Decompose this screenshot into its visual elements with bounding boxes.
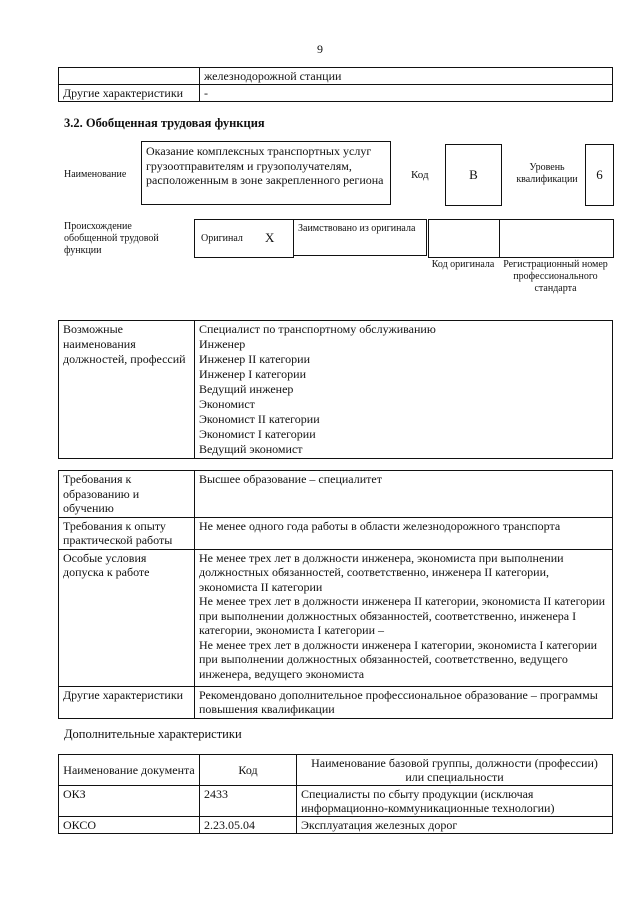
table-row	[59, 68, 613, 85]
origin-code-cell	[428, 219, 500, 258]
table-cell-label: Другие характеристики	[59, 85, 200, 102]
table-row	[59, 686, 613, 718]
origin-original-label: Оригинал	[201, 233, 243, 244]
origin-label: Происхождение обобщенной трудовой функции	[64, 221, 159, 256]
list-item: Инженер II категории	[199, 352, 310, 366]
table-cell: 2.23.05.04	[200, 817, 297, 834]
list-item: Специалист по транспортному обслуживанию	[199, 322, 436, 336]
req-experience-label: Требования к опыту практической работы	[59, 517, 195, 549]
req-other-value: Рекомендовано дополнительное профессиональное образование – программы повышения квалификации	[195, 686, 613, 718]
table-cell-label	[59, 68, 200, 85]
origin-borrowed-cell: Заимствовано из оригинала	[293, 219, 427, 256]
req-education-value: Высшее образование – специалитет	[195, 471, 613, 518]
list-item: Ведущий экономист	[199, 442, 303, 456]
req-conditions-value: Не менее трех лет в должности инженера, экономиста при выполнении должностных обязанностей, соответственно, инженера II категории, экономиста II категории Не менее трех лет в должности инженера II категории, экономиста II категории при выполнении должностных обязанностей, соответственно, инженера I категории, экономиста I категории – Не менее трех лет в должности инженера I категории, экономиста I категории при выполнении должностных обязанностей, соответственно, ведущего инженера, ведущего экономиста	[195, 549, 613, 686]
origin-reg-cell	[499, 219, 614, 258]
table-cell: Эксплуатация железных дорог	[297, 817, 613, 834]
list-item: Инженер I категории	[199, 367, 306, 381]
table-cell: Специалисты по сбыту продукции (исключая информационно-коммуникационные технологии)	[297, 786, 613, 817]
req-education-label: Требования к образованию и обучению	[59, 471, 195, 518]
roles-list	[195, 321, 613, 459]
list-item: Экономист I категории	[199, 427, 316, 441]
column-header: Наименование документа	[59, 755, 200, 786]
table-cell: ОКСО	[59, 817, 200, 834]
origin-original-cell	[194, 219, 294, 258]
list-item: Экономист	[199, 397, 255, 411]
roles-label: Возможные наименования должностей, профессий	[59, 321, 195, 459]
requirements-table	[58, 470, 613, 719]
table-row	[59, 786, 613, 817]
additional-table	[58, 754, 613, 834]
table-row	[59, 817, 613, 834]
list-item: Инженер	[199, 337, 246, 351]
roles-table	[58, 320, 613, 459]
gtf-level-value: 6	[585, 144, 614, 206]
page-number: 9	[317, 42, 323, 56]
table-row	[59, 549, 613, 686]
table-row	[59, 517, 613, 549]
origin-code-label: Код оригинала	[431, 259, 495, 270]
gtf-code-value: B	[445, 144, 502, 206]
continuation-table	[58, 67, 613, 102]
req-other-label: Другие характеристики	[59, 686, 195, 718]
table-row	[59, 85, 613, 102]
list-item: Экономист II категории	[199, 412, 320, 426]
section-title: 3.2. Обобщенная трудовая функция	[64, 116, 265, 130]
table-header-row	[59, 755, 613, 786]
req-conditions-label: Особые условия допуска к работе	[59, 549, 195, 686]
origin-reg-label: Регистрационный номер профессионального стандарта	[503, 259, 608, 294]
column-header: Наименование базовой группы, должности (профессии) или специальности	[297, 755, 613, 786]
table-row	[59, 321, 613, 459]
list-item: Ведущий инженер	[199, 382, 294, 396]
gtf-level-label: Уровень квалификации	[516, 162, 578, 185]
gtf-code-label: Код	[411, 169, 429, 181]
table-cell: 2433	[200, 786, 297, 817]
gtf-name-label: Наименование	[64, 169, 127, 180]
table-cell: ОКЗ	[59, 786, 200, 817]
column-header: Код	[200, 755, 297, 786]
table-cell-value: железнодорожной станции	[200, 68, 613, 85]
table-row	[59, 471, 613, 518]
req-experience-value: Не менее одного года работы в области железнодорожного транспорта	[195, 517, 613, 549]
gtf-name-value: Оказание комплексных транспортных услуг грузоотправителям и грузополучателям, расположенным в зоне закрепленного региона	[141, 141, 391, 205]
table-cell-value: -	[200, 85, 613, 102]
origin-original-mark: X	[265, 230, 275, 245]
additional-title: Дополнительные характеристики	[64, 727, 242, 741]
